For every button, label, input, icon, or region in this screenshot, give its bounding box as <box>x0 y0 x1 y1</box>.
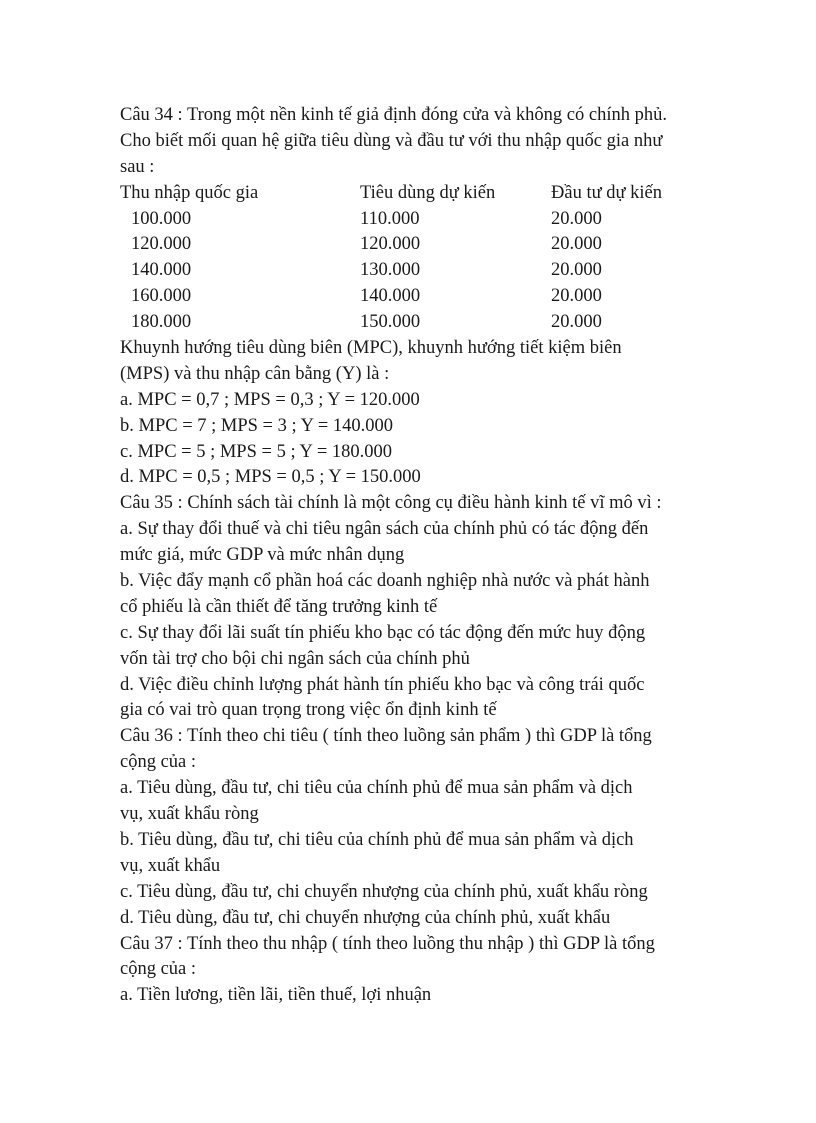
table-cell: 20.000 <box>551 208 602 229</box>
header-planned-consumption: Tiêu dùng dự kiến <box>360 182 496 203</box>
option-a: a. Tiền lương, tiền lãi, tiền thuế, lợi nhuận <box>120 985 432 1006</box>
table-row <box>120 310 700 336</box>
table-cell: 180.000 <box>131 312 192 333</box>
question-34-stem-line: Cho biết mối quan hệ giữa tiêu dùng và đầu tư với thu nhập quốc gia như <box>120 130 663 151</box>
table-cell: 120.000 <box>360 234 421 255</box>
table-cell: 130.000 <box>360 260 421 281</box>
table-cell: 140.000 <box>360 286 421 307</box>
table-cell: 120.000 <box>131 234 192 255</box>
income-table <box>120 181 700 336</box>
option-a: a. Sự thay đổi thuế và chi tiêu ngân sách của chính phủ có tác động đến <box>120 519 649 540</box>
table-cell: 160.000 <box>131 286 192 307</box>
option-b-continued: vụ, xuất khẩu <box>120 855 221 876</box>
option-d: d. Việc điều chỉnh lượng phát hành tín phiếu kho bạc và công trái quốc <box>120 674 645 695</box>
question-37 <box>120 932 700 1010</box>
table-cell: 20.000 <box>551 312 602 333</box>
option-a-continued: vụ, xuất khẩu ròng <box>120 804 259 825</box>
table-cell: 140.000 <box>131 260 192 281</box>
option-c-continued: vốn tài trợ cho bội chi ngân sách của chính phủ <box>120 648 470 669</box>
option-b: b. MPC = 7 ; MPS = 3 ; Y = 140.000 <box>120 415 394 436</box>
question-34 <box>120 103 700 491</box>
table-cell: 150.000 <box>360 312 421 333</box>
option-b-continued: cổ phiếu là cần thiết để tăng trưởng kinh tế <box>120 596 438 617</box>
table-row <box>120 284 700 310</box>
table-row <box>120 232 700 258</box>
header-national-income: Thu nhập quốc gia <box>120 182 259 203</box>
header-planned-investment: Đầu tư dự kiến <box>551 182 662 203</box>
option-b: b. Tiêu dùng, đầu tư, chi tiêu của chính phủ để mua sản phẩm và dịch <box>120 829 634 850</box>
option-d: d. MPC = 0,5 ; MPS = 0,5 ; Y = 150.000 <box>120 467 421 488</box>
table-cell: 20.000 <box>551 260 602 281</box>
question-36-stem-line: Câu 36 : Tính theo chi tiêu ( tính theo luồng sản phẩm ) thì GDP là tổng <box>120 726 652 747</box>
question-37-stem-line: Câu 37 : Tính theo thu nhập ( tính theo luồng thu nhập ) thì GDP là tổng <box>120 933 655 954</box>
table-row <box>120 258 700 284</box>
table-cell: 110.000 <box>360 208 420 229</box>
option-c: c. MPC = 5 ; MPS = 5 ; Y = 180.000 <box>120 441 393 462</box>
option-a: a. Tiêu dùng, đầu tư, chi tiêu của chính phủ để mua sản phẩm và dịch <box>120 778 633 799</box>
question-37-stem-line: cộng của : <box>120 959 197 980</box>
table-row <box>120 207 700 233</box>
question-35 <box>120 491 700 724</box>
option-a: a. MPC = 0,7 ; MPS = 0,3 ; Y = 120.000 <box>120 389 420 410</box>
option-d: d. Tiêu dùng, đầu tư, chi chuyển nhượng của chính phủ, xuất khẩu <box>120 907 611 928</box>
question-34-stem-line: Câu 34 : Trong một nền kinh tế giả định đóng cửa và không có chính phủ. <box>120 105 667 125</box>
table-cell: 100.000 <box>131 208 192 229</box>
income-table-header <box>120 181 700 207</box>
option-c: c. Tiêu dùng, đầu tư, chi chuyển nhượng của chính phủ, xuất khẩu ròng <box>120 881 648 902</box>
question-34-prompt-line: (MPS) và thu nhập cân bằng (Y) là : <box>120 363 390 384</box>
table-cell: 20.000 <box>551 234 602 255</box>
option-a-continued: mức giá, mức GDP và mức nhân dụng <box>120 545 405 566</box>
question-35-stem: Câu 35 : Chính sách tài chính là một công cụ điều hành kinh tế vĩ mô vì : <box>120 493 662 514</box>
option-b: b. Việc đẩy mạnh cổ phần hoá các doanh nghiệp nhà nước và phát hành <box>120 571 650 592</box>
option-d-continued: gia có vai trò quan trọng trong việc ổn định kinh tế <box>120 700 497 721</box>
question-36 <box>120 724 700 931</box>
question-34-stem-line: sau : <box>120 156 155 177</box>
table-cell: 20.000 <box>551 286 602 307</box>
question-36-stem-line: cộng của : <box>120 752 197 773</box>
question-34-prompt-line: Khuynh hướng tiêu dùng biên (MPC), khuynh hướng tiết kiệm biên <box>120 338 622 359</box>
document-page <box>120 103 700 1009</box>
option-c: c. Sự thay đổi lãi suất tín phiếu kho bạc có tác động đến mức huy động <box>120 622 646 643</box>
